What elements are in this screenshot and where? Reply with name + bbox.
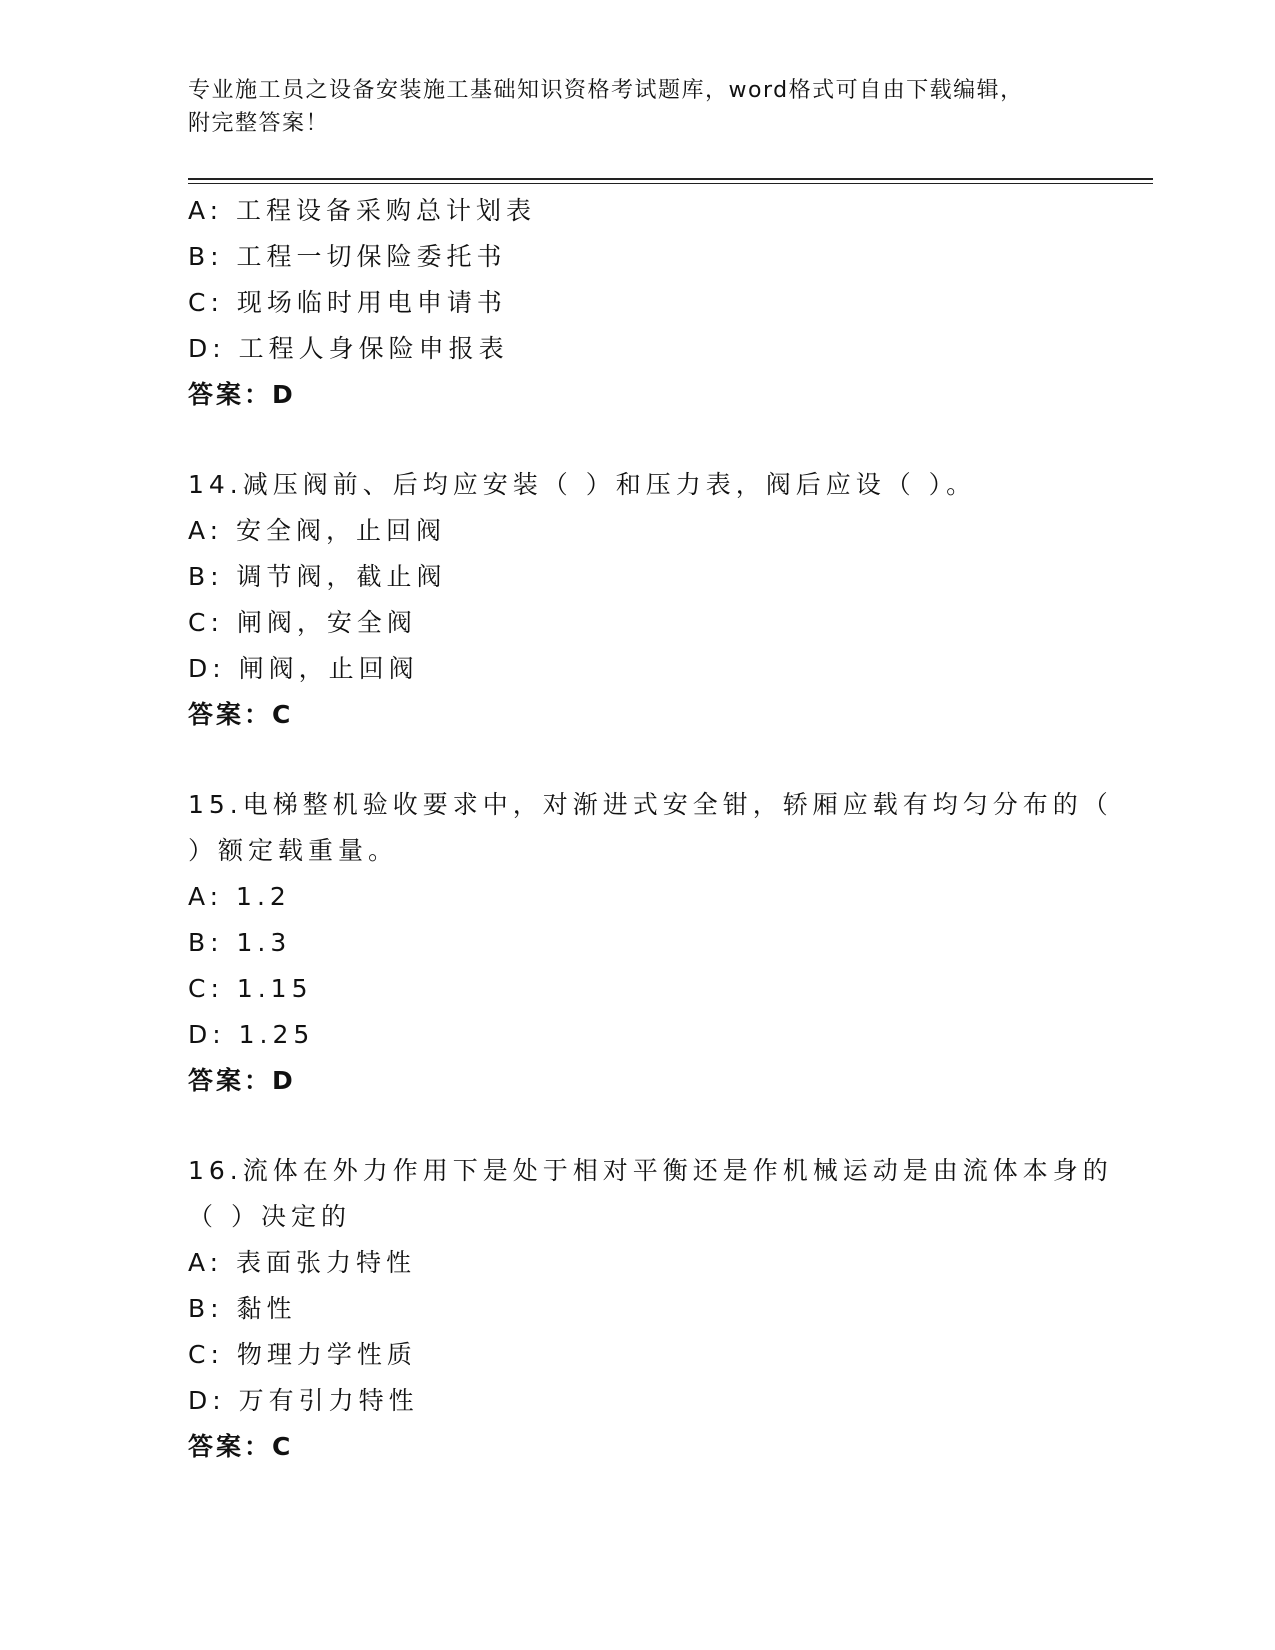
option-b: B: 工程一切保险委托书 bbox=[188, 242, 507, 271]
option-d: D: 闸阀，止回阀 bbox=[188, 654, 419, 683]
header-line-1: 专业施工员之设备安装施工基础知识资格考试题库，word格式可自由下载编辑， bbox=[188, 78, 1024, 103]
option-a: A: 工程设备采购总计划表 bbox=[188, 196, 537, 225]
document-header bbox=[188, 74, 1088, 140]
option-d: D: 工程人身保险申报表 bbox=[188, 334, 509, 363]
answer-line: 答案：C bbox=[188, 1432, 294, 1461]
question-stem-continued: ）额定载重量。 bbox=[188, 836, 399, 865]
option-d: D: 万有引力特性 bbox=[188, 1386, 419, 1415]
option-a: A: 表面张力特性 bbox=[188, 1248, 417, 1277]
question-block bbox=[188, 1148, 1113, 1470]
option-b: B: 1.3 bbox=[188, 928, 292, 957]
option-a: A: 安全阀，止回阀 bbox=[188, 516, 447, 545]
question-spacer bbox=[188, 1104, 1088, 1148]
option-c: C: 1.15 bbox=[188, 974, 313, 1003]
header-rule-thin bbox=[188, 183, 1153, 184]
answer-line: 答案：D bbox=[188, 1066, 296, 1095]
header-rule-thick bbox=[188, 178, 1153, 180]
question-stem-continued: （ ）决定的 bbox=[188, 1202, 351, 1231]
question-block bbox=[188, 782, 1113, 1104]
question-block bbox=[188, 188, 1088, 418]
option-b: B: 黏性 bbox=[188, 1294, 297, 1323]
question-stem: 16.流体在外力作用下是处于相对平衡还是作机械运动是由流体本身的 bbox=[188, 1156, 1113, 1185]
header-line-2: 附完整答案！ bbox=[188, 111, 330, 136]
question-list bbox=[188, 188, 1113, 1470]
option-c: C: 闸阀，安全阀 bbox=[188, 608, 417, 637]
option-d: D: 1.25 bbox=[188, 1020, 315, 1049]
question-stem: 14.减压阀前、后均应安装（ ）和压力表，阀后应设（ ）。 bbox=[188, 470, 977, 499]
question-spacer bbox=[188, 418, 1088, 462]
option-c: C: 现场临时用电申请书 bbox=[188, 288, 507, 317]
option-c: C: 物理力学性质 bbox=[188, 1340, 417, 1369]
answer-line: 答案：D bbox=[188, 380, 296, 409]
question-stem: 15.电梯整机验收要求中，对渐进式安全钳，轿厢应载有均匀分布的（ bbox=[188, 790, 1113, 819]
option-a: A: 1.2 bbox=[188, 882, 291, 911]
question-block bbox=[188, 462, 1088, 738]
question-spacer bbox=[188, 738, 1088, 782]
answer-line: 答案：C bbox=[188, 700, 294, 729]
option-b: B: 调节阀，截止阀 bbox=[188, 562, 447, 591]
